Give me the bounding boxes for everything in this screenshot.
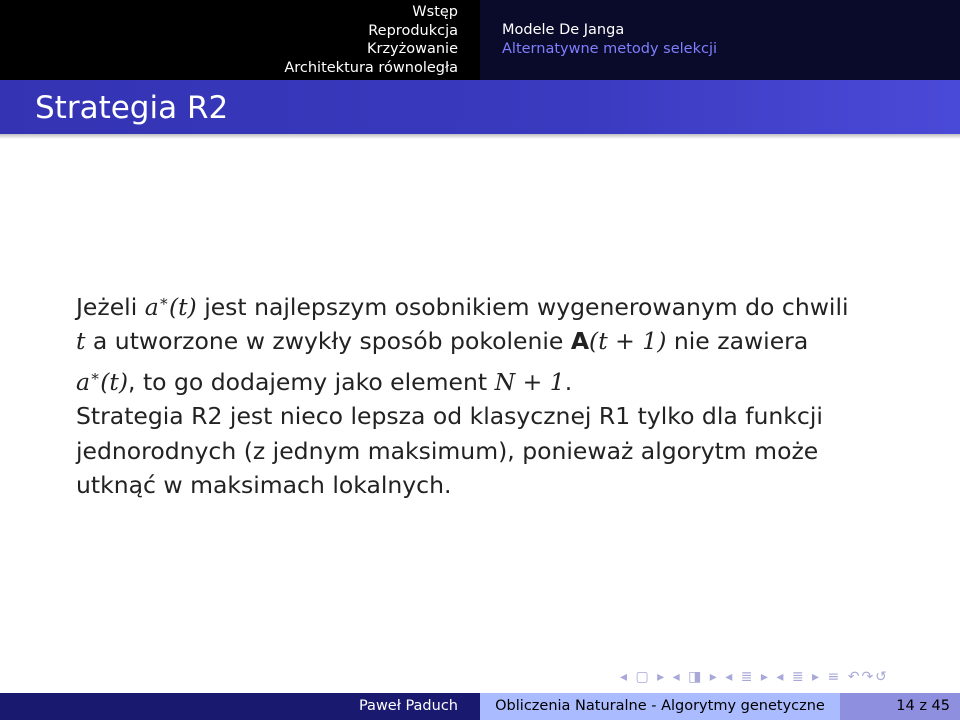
text-segment: .	[564, 367, 573, 396]
frame-title-bar	[0, 80, 960, 134]
text-segment: a utworzone w zwykły sposób pokolenie	[85, 327, 571, 356]
math-star: ∗	[158, 292, 169, 310]
footer-page-number: 14 z 45	[840, 693, 960, 720]
text-segment: Jeżeli	[76, 292, 145, 321]
title-shadow	[0, 134, 960, 139]
math-t: (t)	[100, 367, 128, 396]
math-a: a	[76, 367, 91, 396]
text-segment: , to go dodajemy jako element	[128, 367, 495, 396]
math-t: (t)	[168, 292, 197, 321]
paragraph-definition	[76, 284, 896, 399]
math-a: a	[144, 292, 159, 321]
math-bold-a: A	[570, 327, 590, 356]
text-segment: nie zawiera	[666, 327, 809, 356]
footer-author: Paweł Paduch	[0, 693, 480, 720]
section-navigation	[0, 0, 480, 80]
frame-title: Strategia R2	[35, 90, 229, 126]
slide-content	[76, 284, 896, 503]
math-t: t	[76, 327, 86, 356]
math-n-plus-1: N + 1	[494, 367, 565, 396]
subsection-link-next[interactable]: Alternatywne metody selekcji	[502, 40, 718, 57]
paragraph-explanation: Strategia R2 jest nieco lepsza od klasycznej R1 tylko dla funkcji jednorodnych (z jednym maksimum), ponieważ algorytm może utknąć w maksimach lokalnych.	[76, 402, 823, 500]
beamer-navigation-symbols[interactable]: ◂ ▢ ▸ ◂ ◨ ▸ ◂ ≣ ▸ ◂ ≣ ▸ ≡ ↶↷↺	[620, 669, 889, 685]
math-t-plus-1: (t + 1)	[589, 327, 667, 356]
header-bar	[0, 0, 960, 80]
footer-title: Obliczenia Naturalne - Algorytmy genetyczne	[480, 693, 840, 720]
math-star: ∗	[90, 366, 101, 385]
section-link-krzyzowanie[interactable]: Krzyżowanie	[366, 41, 458, 57]
section-link-reprodukcja[interactable]: Reprodukcja	[368, 22, 458, 39]
section-link-architektura[interactable]: Architektura równoległa	[284, 59, 458, 76]
text-segment: jest najlepszym osobnikiem wygenerowanym do chwili	[196, 292, 849, 321]
subsection-navigation	[480, 0, 960, 80]
section-link-wstep[interactable]: Wstęp	[412, 4, 458, 20]
subsection-link-current[interactable]: Modele De Janga	[502, 22, 625, 38]
footer-bar	[0, 693, 960, 720]
